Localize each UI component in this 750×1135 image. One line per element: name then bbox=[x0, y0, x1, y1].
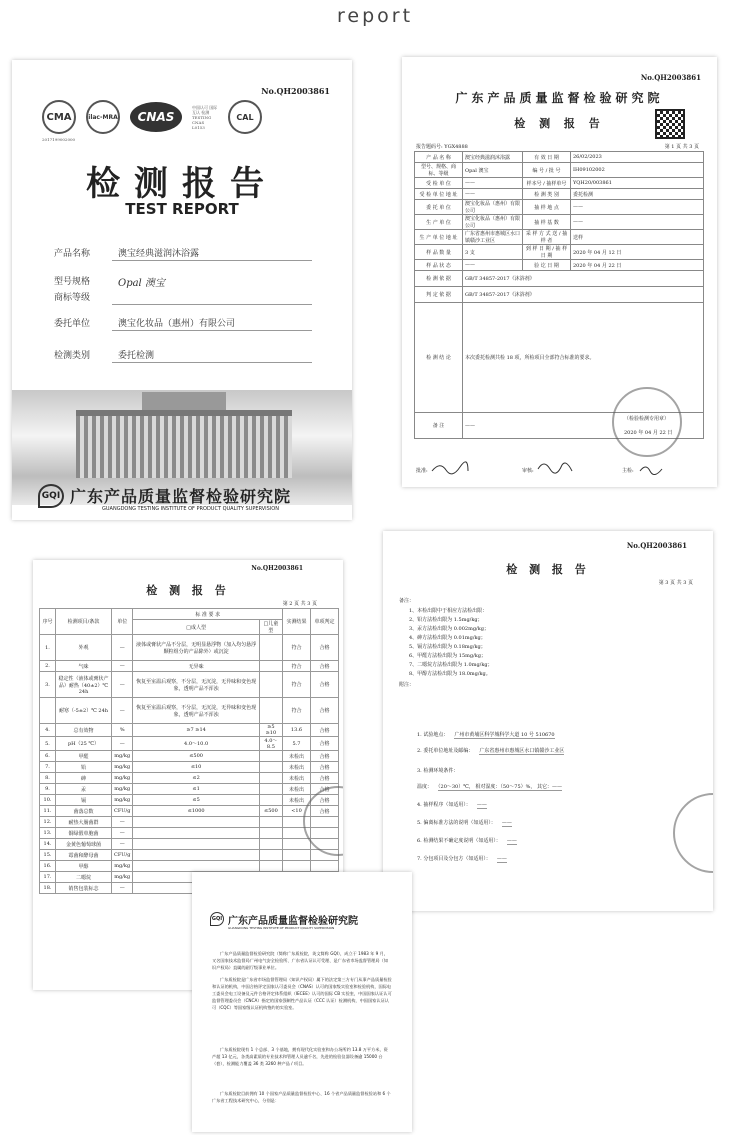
cell-unit: — bbox=[112, 737, 133, 751]
summary-value: 26/02/2023 bbox=[571, 152, 704, 163]
cma-logo: CMA bbox=[42, 100, 76, 134]
cell-item: 耐寒（-5±2）℃ 24h bbox=[56, 698, 112, 724]
cell-no: 3. bbox=[40, 672, 56, 698]
page-number: 第 1 页 共 3 页 bbox=[664, 144, 699, 150]
institute-name: 广东产品质量监督检验研究院 bbox=[70, 487, 292, 506]
cell-unit: — bbox=[112, 817, 133, 828]
cell-child bbox=[259, 773, 282, 784]
cma-caption: 2017199002000 bbox=[42, 137, 76, 142]
cell-adult bbox=[133, 839, 259, 850]
cell-item: 金黄色葡萄球菌 bbox=[56, 839, 112, 850]
summary-label: 备 注 bbox=[415, 413, 463, 439]
institute-name: 广东产品质量监督检验研究院 bbox=[455, 91, 664, 105]
cell-no: 2. bbox=[40, 661, 56, 672]
appendix-item bbox=[417, 731, 555, 738]
field-label: 型号规格 bbox=[54, 277, 91, 287]
profile-paragraph: 广东质检院目前拥有 10 个国家产品质量监督检验中心、16 个省产品质量监督检验站和 6 个广东省工程技术研究中心，分别是： bbox=[212, 1091, 391, 1103]
report-number: No.QH2003861 bbox=[640, 73, 701, 82]
appendix-value: —— bbox=[501, 820, 512, 826]
table-row bbox=[40, 672, 339, 698]
cnas-logo: CNAS bbox=[130, 102, 182, 132]
summary-label: 编 号 / 批 号 bbox=[523, 163, 571, 178]
cell-no: 11. bbox=[40, 806, 56, 817]
summary-value: 澳宝化妆品（惠州）有限公司 bbox=[463, 215, 523, 230]
judge-row bbox=[415, 287, 704, 303]
appendix-label: 1. 试验地点： bbox=[417, 732, 449, 738]
appendix-value: （20～30）℃， 相对湿度：（50～75）%， 其它：—— bbox=[438, 784, 562, 790]
cell-item: 甲醇 bbox=[56, 861, 112, 872]
cell-result: <10 bbox=[283, 806, 311, 817]
cell-unit: — bbox=[112, 661, 133, 672]
summary-value: 澳宝经典滋润沐浴露 bbox=[463, 152, 523, 163]
institute-name-en: GUANGDONG TESTING INSTITUTE OF PRODUCT QUALITY SUPERVISION bbox=[102, 506, 279, 512]
official-seal-icon bbox=[612, 387, 682, 457]
gqi-logo: GQI bbox=[210, 912, 224, 926]
cell-result: 未检出 bbox=[283, 762, 311, 773]
page-title: report bbox=[336, 5, 414, 27]
table-row bbox=[40, 828, 339, 839]
table-row bbox=[40, 751, 339, 762]
gqi-logo: GQI bbox=[38, 484, 64, 508]
cell-result: 符合 bbox=[283, 661, 311, 672]
summary-label: 抽 样 基 数 bbox=[523, 215, 571, 230]
cover-page bbox=[12, 60, 352, 520]
cell-no: 14. bbox=[40, 839, 56, 850]
accreditation-logos bbox=[42, 100, 262, 134]
summary-label: 采 样 方 式 送 / 抽 样 者 bbox=[523, 230, 571, 245]
cell-item: 外观 bbox=[56, 635, 112, 661]
summary-label: 产 品 名 称 bbox=[415, 152, 463, 163]
cell-no: 1. bbox=[40, 635, 56, 661]
col-standard: 标 准 要 求 bbox=[133, 609, 283, 620]
cell-no: 15. bbox=[40, 850, 56, 861]
cell-child: ≤500 bbox=[259, 806, 282, 817]
summary-value: 3 支 bbox=[463, 245, 523, 260]
summary-value: Opal 澳宝 bbox=[463, 163, 523, 178]
report-title: 检 测 报 告 bbox=[146, 584, 230, 597]
cell-verdict: 合格 bbox=[311, 806, 339, 817]
summary-row bbox=[415, 200, 704, 215]
cell-result: 符合 bbox=[283, 672, 311, 698]
cell-verdict bbox=[311, 861, 339, 872]
col-adult: □成人型 bbox=[133, 620, 259, 635]
cell-item: 稳定性（液体或膏状产品）耐热（40±2）℃ 24h bbox=[56, 672, 112, 698]
note-item: 1、本检出限中于相应方法检出限： bbox=[409, 608, 488, 614]
cell-adult: 无异味 bbox=[133, 661, 259, 672]
cell-result bbox=[283, 850, 311, 861]
appendix-title: 附注： bbox=[399, 682, 415, 688]
cell-child bbox=[259, 751, 282, 762]
summary-label: 样 品 数 量 bbox=[415, 245, 463, 260]
cover-title-en: TEST REPORT bbox=[125, 200, 239, 218]
cell-result: 未检出 bbox=[283, 751, 311, 762]
qr-code-icon bbox=[655, 109, 685, 139]
report-number: No.QH2003861 bbox=[261, 86, 330, 96]
cell-child bbox=[259, 850, 282, 861]
table-row bbox=[40, 817, 339, 828]
summary-value: IH09102002 bbox=[571, 163, 704, 178]
note-item: 2、铅方法检出限为 1.5mg/kg； bbox=[409, 617, 483, 623]
cell-adult: ≤1000 bbox=[133, 806, 259, 817]
cell-item: 汞 bbox=[56, 784, 112, 795]
summary-label: 验 讫 日 期 bbox=[523, 260, 571, 271]
cell-child bbox=[259, 635, 282, 661]
appendix-value: 广州市黄埔区科学城科学大道 10 号 510670 bbox=[454, 732, 555, 738]
cell-unit: — bbox=[112, 698, 133, 724]
cell-verdict: 合格 bbox=[311, 784, 339, 795]
summary-value: —— bbox=[463, 260, 523, 271]
cell-item: 气味 bbox=[56, 661, 112, 672]
summary-label: 样本号 / 抽样单号 bbox=[523, 178, 571, 189]
summary-label: 检 测 结 论 bbox=[415, 303, 463, 413]
cell-verdict: 合格 bbox=[311, 773, 339, 784]
appendix-item bbox=[417, 819, 512, 826]
appendix-item bbox=[417, 783, 562, 790]
col-child: □儿童型 bbox=[259, 620, 282, 635]
results-table bbox=[39, 608, 339, 894]
cell-adult: ≤10 bbox=[133, 762, 259, 773]
cell-no: 8. bbox=[40, 773, 56, 784]
cell-adult: 液体或膏状产品不分层，无明显悬浮物（加入均匀悬浮颗粒组分的产品除外）或沉淀 bbox=[133, 635, 259, 661]
signature-scribble-icon bbox=[430, 461, 470, 475]
cell-verdict: 合格 bbox=[311, 724, 339, 737]
appendix-value: —— bbox=[506, 838, 517, 844]
note-item: 3、汞方法检出限为 0.002mg/kg； bbox=[409, 626, 489, 632]
cell-no: 17. bbox=[40, 872, 56, 883]
cell-result: 未检出 bbox=[283, 773, 311, 784]
summary-label: 检 测 类 别 bbox=[523, 189, 571, 200]
cell-result: 13.6 bbox=[283, 724, 311, 737]
cell-adult: ≤500 bbox=[133, 751, 259, 762]
summary-label: 型号、规格、商标、等级 bbox=[415, 163, 463, 178]
appendix-value: —— bbox=[476, 802, 487, 808]
notes-title: 备注： bbox=[399, 598, 415, 604]
summary-row bbox=[415, 230, 704, 245]
signature-scribble-icon bbox=[638, 461, 668, 475]
cell-item: 销售包装标志 bbox=[56, 883, 112, 894]
cell-adult: 恢复至室温后观察，不分层，无沉淀，无异味和变色现象，透明产品不浑浊 bbox=[133, 698, 259, 724]
summary-value: 委托检测 bbox=[571, 189, 704, 200]
cell-item: 二噁烷 bbox=[56, 872, 112, 883]
cell-adult: ≤1 bbox=[133, 784, 259, 795]
ilac-logo: ilac-MRA bbox=[86, 100, 120, 134]
appendix-label: 3. 检测环境条件： bbox=[417, 768, 459, 774]
table-row bbox=[40, 724, 339, 737]
table-row bbox=[40, 635, 339, 661]
table-row bbox=[40, 795, 339, 806]
cell-unit: mg/kg bbox=[112, 861, 133, 872]
cell-verdict: 合格 bbox=[311, 751, 339, 762]
cell-result: 符合 bbox=[283, 635, 311, 661]
cell-adult bbox=[133, 817, 259, 828]
cnas-caption: 中国认可 国际互认 检测 TESTING CNAS L0153 bbox=[192, 104, 218, 130]
cell-child bbox=[259, 861, 282, 872]
divider bbox=[112, 260, 312, 261]
cell-no: 10. bbox=[40, 795, 56, 806]
cell-adult bbox=[133, 850, 259, 861]
appendix-label: 6. 检测结果不确定度说明（如适用）： bbox=[417, 838, 501, 844]
appendix-label: 4. 抽样程序（如适用）： bbox=[417, 802, 471, 808]
cell-item: 镉 bbox=[56, 795, 112, 806]
summary-value: 澳宝化妆品（惠州）有限公司 bbox=[463, 200, 523, 215]
report-title: 检 测 报 告 bbox=[514, 117, 605, 130]
table-row bbox=[40, 661, 339, 672]
field-value: 委托检测 bbox=[118, 351, 155, 361]
cell-unit: — bbox=[112, 828, 133, 839]
field-label: 委托单位 bbox=[54, 319, 91, 329]
appendix-value: 广东省惠州市惠城区水口镇赣沙工业区 bbox=[479, 748, 565, 754]
cell-unit: mg/kg bbox=[112, 795, 133, 806]
summary-value: —— bbox=[571, 215, 704, 230]
brand-logo: Opal 澳宝 bbox=[118, 278, 165, 289]
summary-row bbox=[415, 260, 704, 271]
note-item: 6、甲醛方法检出限为 15mg/kg； bbox=[409, 653, 486, 659]
summary-value: —— bbox=[463, 178, 523, 189]
sample-id: 报告题码号: YGX4888 bbox=[416, 144, 468, 150]
cell-unit: mg/kg bbox=[112, 762, 133, 773]
cell-unit: mg/kg bbox=[112, 872, 133, 883]
cell-no: 13. bbox=[40, 828, 56, 839]
divider bbox=[112, 304, 312, 305]
cell-item: 耐热大肠菌群 bbox=[56, 817, 112, 828]
building-facade bbox=[76, 410, 292, 478]
cell-no: 5. bbox=[40, 737, 56, 751]
profile-paragraph: 广东产品质量监督检验研究院（简称广东质检院，英文简称 GQI），成立于 1983 年 9 月，又名国家技术监督局广州电气安全检验所、广东省认证认可受理、是广东省市场监督管理局（知识产权局）直属的副厅级事业单位。 bbox=[212, 951, 389, 970]
table-row bbox=[40, 861, 339, 872]
divider bbox=[112, 362, 312, 363]
summary-row bbox=[415, 163, 704, 178]
cell-unit: CFU/g bbox=[112, 850, 133, 861]
cell-item: pH（25 ℃） bbox=[56, 737, 112, 751]
summary-value: 送样 bbox=[571, 230, 704, 245]
field-value: 澳宝化妆品（惠州）有限公司 bbox=[118, 319, 236, 329]
table-row bbox=[40, 850, 339, 861]
cell-result: 符合 bbox=[283, 698, 311, 724]
table-row bbox=[40, 784, 339, 795]
appendix-label: 5. 偏离标准方法的说明（如适用）： bbox=[417, 820, 496, 826]
cell-no: 4. bbox=[40, 724, 56, 737]
institute-profile-page bbox=[192, 872, 412, 1132]
summary-value: —— bbox=[463, 189, 523, 200]
signature-scribble-icon bbox=[536, 457, 576, 475]
cell-adult: ≤5 bbox=[133, 795, 259, 806]
table-row bbox=[40, 773, 339, 784]
cell-adult: 恢复至室温后观察，不分层，无沉淀，无异味和变色现象，透明产品不浑浊 bbox=[133, 672, 259, 698]
appendix-label: 2. 委托单位地址及邮编： bbox=[417, 748, 474, 754]
cell-unit: mg/kg bbox=[112, 751, 133, 762]
cell-unit: — bbox=[112, 839, 133, 850]
summary-value: 本次委托检测共检 18 项，所检项目全部符合标准的要求。 bbox=[463, 303, 704, 413]
report-number: No.QH2003861 bbox=[251, 565, 303, 572]
field-label: 检测类别 bbox=[54, 351, 91, 361]
cell-adult bbox=[133, 828, 259, 839]
field-value: 澳宝经典滋润沐浴露 bbox=[118, 249, 200, 259]
table-row bbox=[40, 698, 339, 724]
cell-adult: ≥7 ≥14 bbox=[133, 724, 259, 737]
summary-value: GB/T 34857-2017《沐浴剂》 bbox=[463, 287, 704, 303]
summary-label: 样 品 状 态 bbox=[415, 260, 463, 271]
cover-title-cn: 检测报告 bbox=[86, 164, 278, 204]
cell-item: 砷 bbox=[56, 773, 112, 784]
institute-name-en: GUANGDONG TESTING INSTITUTE OF PRODUCT QUALITY SUPERVISION bbox=[228, 926, 335, 930]
cell-item: 甲醛 bbox=[56, 751, 112, 762]
institute-name: 广东产品质量监督检验研究院 bbox=[228, 916, 358, 927]
cell-child bbox=[259, 698, 282, 724]
cell-result bbox=[283, 839, 311, 850]
cell-unit: — bbox=[112, 672, 133, 698]
note-item: 4、砷方法检出限为 0.01mg/kg； bbox=[409, 635, 486, 641]
report-page-1 bbox=[402, 57, 717, 487]
summary-value: YQH20/003861 bbox=[571, 178, 704, 189]
cell-result bbox=[283, 861, 311, 872]
col-item: 检测项目/条款 bbox=[56, 609, 112, 635]
page-number: 第 2 页 共 3 页 bbox=[282, 601, 317, 607]
summary-value: —— bbox=[463, 413, 704, 439]
summary-label: 检 测 依 据 bbox=[415, 271, 463, 287]
appendix-item bbox=[417, 801, 487, 808]
cell-item: 铜绿假单胞菌 bbox=[56, 828, 112, 839]
summary-label: 生 产 单 位 地 址 bbox=[415, 230, 463, 245]
cell-unit: — bbox=[112, 883, 133, 894]
field-label: 商标等级 bbox=[54, 293, 91, 303]
summary-value: 2020 年 04 月 12 日 bbox=[571, 245, 704, 260]
cell-child bbox=[259, 828, 282, 839]
summary-label: 判 定 依 据 bbox=[415, 287, 463, 303]
profile-paragraph: 广东质检院现有 1 个总部、3 个基地，拥有现代化实验室和办公场所约 13.8 万平方米，资产超 13 亿元，各类高素质的专业技术和管理人员逾千名，先进的检验仪器设备逾 15000 台（套），检测能力覆盖 36 类 3260 种产品 / 项目。 bbox=[212, 1047, 388, 1066]
cell-no: 18. bbox=[40, 883, 56, 894]
cell-verdict: 合格 bbox=[311, 762, 339, 773]
cell-item: 霉菌和酵母菌 bbox=[56, 850, 112, 861]
report-page-3 bbox=[383, 531, 713, 911]
cell-no: 12. bbox=[40, 817, 56, 828]
col-unit: 单位 bbox=[112, 609, 133, 635]
summary-label: 抽 样 地 点 bbox=[523, 200, 571, 215]
report-title: 检 测 报 告 bbox=[506, 563, 590, 576]
cell-unit: — bbox=[112, 635, 133, 661]
table-row bbox=[40, 839, 339, 850]
cell-no: 9. bbox=[40, 784, 56, 795]
cell-child bbox=[259, 762, 282, 773]
cal-logo: CAL bbox=[228, 100, 262, 134]
cell-item: 铅 bbox=[56, 762, 112, 773]
summary-row bbox=[415, 189, 704, 200]
cell-child: 4.0～8.5 bbox=[259, 737, 282, 751]
cell-item: 菌落总数 bbox=[56, 806, 112, 817]
field-label: 产品名称 bbox=[54, 249, 91, 259]
cell-child bbox=[259, 817, 282, 828]
cell-verdict: 合格 bbox=[311, 672, 339, 698]
summary-label: 受 检 单 位 bbox=[415, 178, 463, 189]
cell-unit: % bbox=[112, 724, 133, 737]
main-inspector-signature: 主检: bbox=[622, 468, 634, 474]
appendix-value: —— bbox=[496, 856, 507, 862]
cell-result: 5.7 bbox=[283, 737, 311, 751]
summary-label: 有 效 日 期 bbox=[523, 152, 571, 163]
cell-adult: ≤2 bbox=[133, 773, 259, 784]
note-item: 5、镉方法检出限为 0.18mg/kg； bbox=[409, 644, 486, 650]
cell-child bbox=[259, 795, 282, 806]
cell-no bbox=[40, 698, 56, 724]
summary-value: 2020 年 04 月 22 日 bbox=[571, 260, 704, 271]
cell-child bbox=[259, 661, 282, 672]
cell-unit: CFU/g bbox=[112, 806, 133, 817]
appendix-item bbox=[417, 767, 464, 774]
cell-child bbox=[259, 839, 282, 850]
divider bbox=[112, 330, 312, 331]
cell-result: 未检出 bbox=[283, 784, 311, 795]
cell-verdict: 合格 bbox=[311, 698, 339, 724]
page-number: 第 3 页 共 3 页 bbox=[658, 580, 693, 586]
col-seq: 序号 bbox=[40, 609, 56, 635]
summary-label: 委 托 单 位 bbox=[415, 200, 463, 215]
review-signature: 审核: bbox=[522, 468, 534, 474]
col-measured: 实测结果 bbox=[283, 609, 311, 635]
col-verdict: 单项判定 bbox=[311, 609, 339, 635]
summary-value: GB/T 34857-2017《沐浴剂》 bbox=[463, 271, 704, 287]
cell-adult: 4.0～10.0 bbox=[133, 737, 259, 751]
cell-item: 总有效物 bbox=[56, 724, 112, 737]
summary-label: 到 样 日 期 / 抽 样 日 期 bbox=[523, 245, 571, 260]
cell-child bbox=[259, 784, 282, 795]
note-item: 7、二噁烷方法检出限为 1.0mg/kg； bbox=[409, 662, 493, 668]
cell-verdict: 合格 bbox=[311, 635, 339, 661]
appendix-item bbox=[417, 837, 517, 844]
seal-date: 2020 年 04 月 22 日 bbox=[624, 430, 673, 436]
table-row bbox=[40, 737, 339, 751]
summary-row bbox=[415, 152, 704, 163]
appendix-item bbox=[417, 855, 507, 862]
summary-value: 广东省惠州市惠城区水口镇赣沙工业区 bbox=[463, 230, 523, 245]
summary-row bbox=[415, 245, 704, 260]
summary-row bbox=[415, 178, 704, 189]
report-number: No.QH2003861 bbox=[626, 541, 687, 550]
cell-unit: mg/kg bbox=[112, 773, 133, 784]
seal-caption: （检验检测专用章） bbox=[624, 416, 670, 422]
cell-verdict: 合格 bbox=[311, 661, 339, 672]
cell-adult bbox=[133, 861, 259, 872]
cell-no: 16. bbox=[40, 861, 56, 872]
approve-signature: 批准: bbox=[416, 468, 428, 474]
profile-paragraph: 广东质检院是广东省市场监督管理局（知识产权局）属下的法定第三方专门从事产品质量检验和认证的机构，中国合格评定国家认可委员会（CNAS）认可的国家级实验室和检验机构，国际电工委员会电工设备及元件合格评定体系组织（IECEE）认可的国际 CB 实验室，中国国家认证认可监督管理委员会（CNCA）指定的国家强制性产品认证（CCC 认证）检测机构，中国国家认证认可（CQC）等国家级认证机构签约的实验室。 bbox=[212, 977, 392, 1010]
table-row bbox=[40, 806, 339, 817]
appendix-label: 7. 分包项目及分包方（如适用）： bbox=[417, 856, 491, 862]
summary-label: 生 产 单 位 bbox=[415, 215, 463, 230]
summary-row bbox=[415, 215, 704, 230]
cell-verdict: 合格 bbox=[311, 795, 339, 806]
cell-no: 7. bbox=[40, 762, 56, 773]
cell-result: 未检出 bbox=[283, 795, 311, 806]
basis-row bbox=[415, 271, 704, 287]
table-row bbox=[40, 762, 339, 773]
summary-value: —— bbox=[571, 200, 704, 215]
appendix-label: 温度： bbox=[417, 784, 433, 790]
cell-no: 6. bbox=[40, 751, 56, 762]
official-seal-icon bbox=[673, 793, 713, 873]
cell-unit: mg/kg bbox=[112, 784, 133, 795]
cell-child bbox=[259, 672, 282, 698]
summary-label: 受 检 单 位 地 址 bbox=[415, 189, 463, 200]
note-item: 8、甲醇方法检出限为 18.0mg/kg。 bbox=[409, 671, 491, 677]
cell-verdict: 合格 bbox=[311, 737, 339, 751]
appendix-item bbox=[417, 747, 564, 754]
cell-child: ≥5 ≥10 bbox=[259, 724, 282, 737]
